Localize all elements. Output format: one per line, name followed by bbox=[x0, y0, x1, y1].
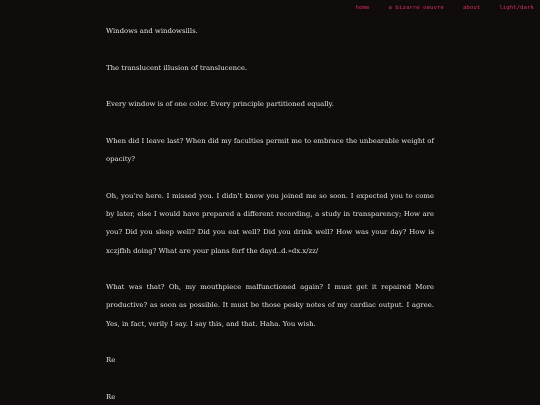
nav-link-about[interactable]: about bbox=[462, 5, 481, 11]
paragraph: Re bbox=[106, 392, 116, 401]
nav-link-a-bizarre-oeuvre[interactable]: a bizarre oeuvre bbox=[388, 5, 444, 11]
paragraph: What was that? Oh, my mouthpiece malfunctioned again? I must get it repaired More productive? as soon as possible. It must be those pesky notes of my cardiac output. I agree. Yes, in fact, verily I say. I say this, and that. Haha. You wish. bbox=[106, 283, 434, 328]
paragraph: Windows and windowsills. bbox=[106, 27, 198, 35]
paragraph: When did I leave last? When did my faculties permit me to embrace the unbearable weight of opacity? bbox=[106, 136, 434, 164]
paragraph: Re bbox=[106, 356, 116, 365]
paragraph: Oh, you’re here. I missed you. I didn’t know you joined me so soon. I expected you to come by later, else I would have prepared a different recording, a study in transparency; How are you? Did you sleep well? Did you eat well? Did you drink well? How was your day? How is xczjfbh doing? What are your plans forf the dayd..d.»dx.x/zz/ bbox=[106, 191, 434, 255]
paragraph: The translucent illusion of translucence. bbox=[106, 63, 248, 72]
top-navigation bbox=[356, 5, 534, 11]
nav-link-home[interactable]: home bbox=[355, 5, 370, 11]
post-body bbox=[106, 22, 434, 405]
nav-link-light-dark-toggle[interactable]: light/dark bbox=[499, 5, 534, 11]
paragraph: Every window is of one color. Every principle partitioned equally. bbox=[106, 100, 334, 109]
